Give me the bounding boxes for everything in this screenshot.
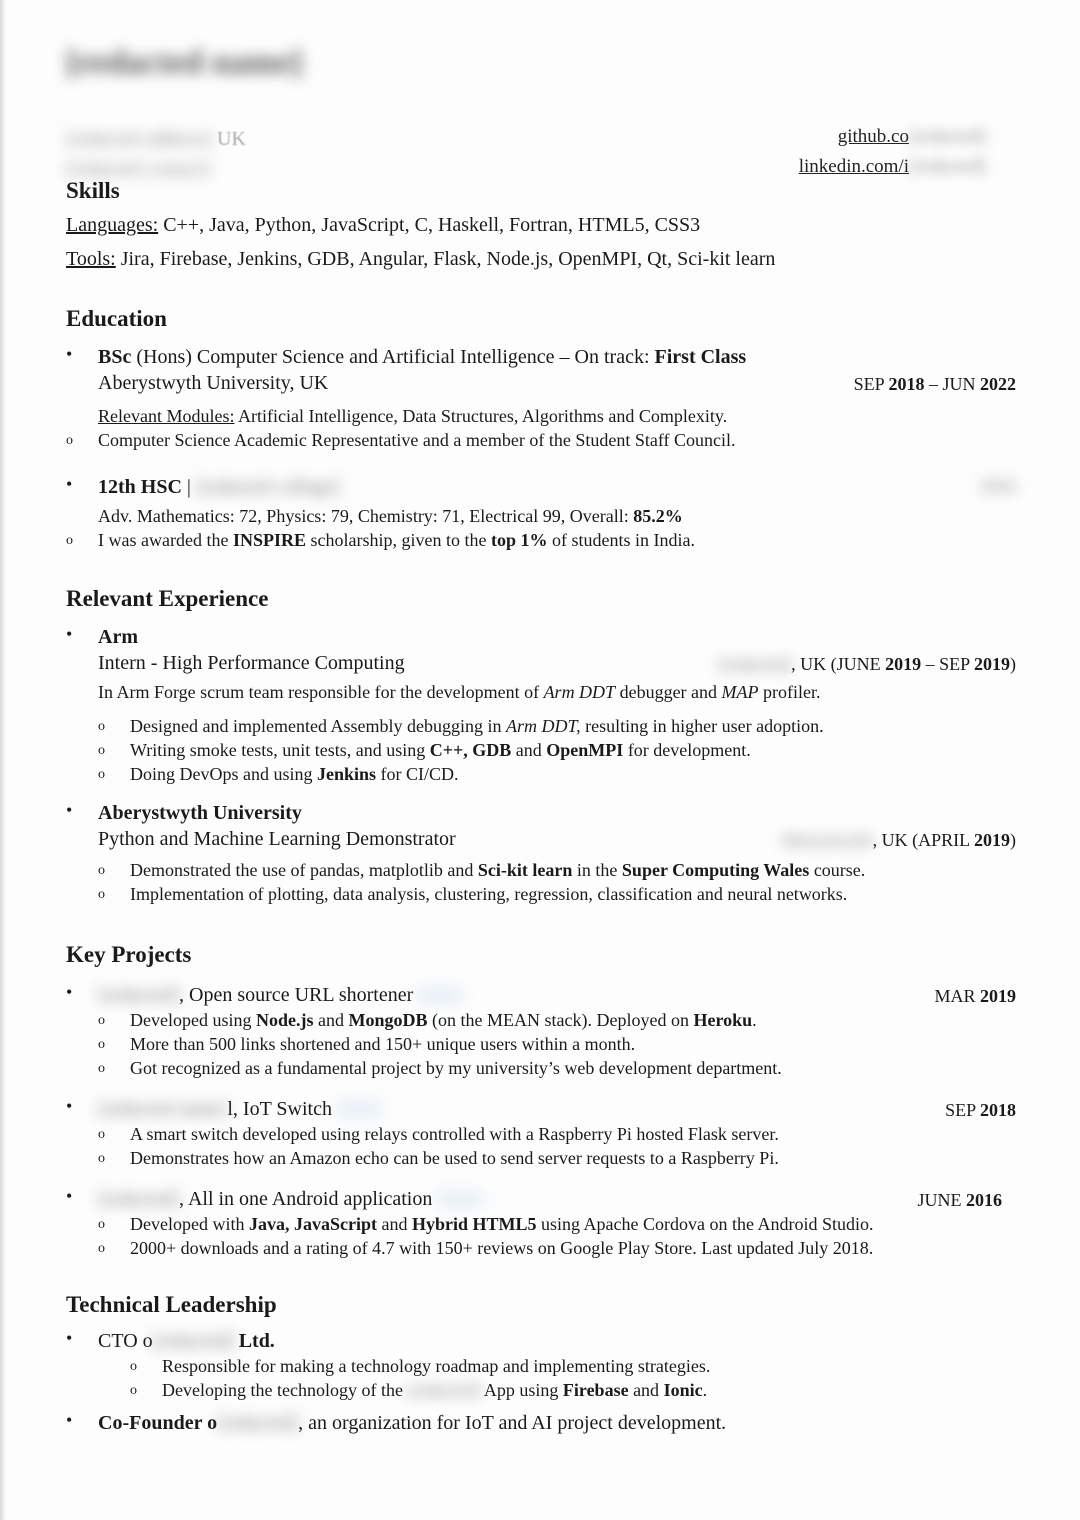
role-location-date: [redacted], UK (JUNE 2019 – SEP 2019) xyxy=(718,654,1016,674)
linkedin-link[interactable]: linkedin.com/i xyxy=(798,156,909,177)
leadership-sub-bullet: o Developing the technology of the [redacted] App using Firebase and Ionic. xyxy=(130,1378,1016,1402)
project-title-line: [redacted], Open source URL shortener [link] MAR 2019 xyxy=(98,984,1016,1006)
languages-line xyxy=(66,212,1016,238)
github-link[interactable]: github.co xyxy=(837,126,909,147)
projects-section xyxy=(66,942,1016,1260)
hollow-bullet-icon: o xyxy=(98,743,105,758)
bullet-icon: • xyxy=(66,474,73,494)
hollow-bullet-icon: o xyxy=(98,1061,105,1076)
project-link-redacted[interactable]: [link] xyxy=(337,1098,382,1120)
education-section xyxy=(66,306,1016,552)
education-item-bsc xyxy=(66,344,1016,452)
hollow-bullet-icon: o xyxy=(98,1151,105,1166)
experience-heading: Relevant Experience xyxy=(66,586,269,611)
project-item xyxy=(66,1096,1016,1170)
tools-line xyxy=(66,246,1016,272)
github-link-redacted: [redacted] xyxy=(909,126,986,147)
linkedin-link-redacted: [redacted] xyxy=(909,156,986,177)
hollow-bullet-icon: o xyxy=(130,1359,137,1374)
leadership-item-cofounder xyxy=(66,1410,1016,1436)
project-sub-bullet: o Developed using Node.js and MongoDB (on the MEAN stack). Deployed on Heroku. xyxy=(98,1008,1016,1032)
project-item xyxy=(66,982,1016,1080)
project-date: MAR 2019 xyxy=(934,986,1016,1006)
projects-heading: Key Projects xyxy=(66,942,192,967)
college-redacted: [redacted college] xyxy=(195,476,340,498)
project-sub-bullet: o 2000+ downloads and a rating of 4.7 with 150+ reviews on Google Play Store. Last updated July 2018. xyxy=(98,1236,1016,1260)
role-description: In Arm Forge scrum team responsible for the development of Arm DDT debugger and MAP profiler. xyxy=(98,682,821,702)
bullet-icon: • xyxy=(66,800,73,820)
hollow-bullet-icon: o xyxy=(130,1383,137,1398)
address-line-1 xyxy=(66,128,246,151)
languages-list: C++, Java, Python, JavaScript, C, Haskell, Fortran, HTML5, CSS3 xyxy=(158,214,701,236)
address-line-2-redacted: [redacted contact] xyxy=(66,158,210,180)
leadership-item-cto xyxy=(66,1328,1016,1402)
hsc-date-redacted: 2016 xyxy=(980,476,1016,496)
bullet-icon: • xyxy=(66,344,73,364)
leadership-role: CTO o[redacted] Ltd. xyxy=(98,1330,275,1352)
profile-links xyxy=(799,122,986,182)
role-line: Python and Machine Learning Demonstrator Aberystwyth, UK (APRIL 2019) xyxy=(98,828,1016,850)
leadership-heading: Technical Leadership xyxy=(66,1292,277,1317)
hollow-bullet-icon: o xyxy=(98,1037,105,1052)
hollow-bullet-icon: o xyxy=(98,887,105,902)
bullet-icon: • xyxy=(66,1410,73,1430)
skills-heading: Skills xyxy=(66,178,120,203)
resume-header xyxy=(66,40,1006,180)
skills-section xyxy=(66,178,1016,272)
experience-sub-bullet: o Implementation of plotting, data analysis, clustering, regression, classification and neural networks. xyxy=(98,882,1016,906)
bullet-icon: • xyxy=(66,1328,73,1348)
project-date: JUNE 2016 xyxy=(917,1190,1002,1210)
address-redacted: [redacted address] xyxy=(66,128,213,150)
hollow-bullet-icon: o xyxy=(98,863,105,878)
project-title-line: [redacted], All in one Android application [link] JUNE 2016 xyxy=(98,1188,1002,1210)
experience-item-arm xyxy=(66,624,1016,786)
leadership-section xyxy=(66,1292,1016,1436)
project-title-line: [redacted name]l, IoT Switch [link] SEP 2018 xyxy=(98,1098,1016,1120)
experience-sub-bullet: o Designed and implemented Assembly debugging in Arm DDT, resulting in higher user adoption. xyxy=(98,714,1016,738)
education-item-hsc xyxy=(66,474,1016,552)
project-link-redacted[interactable]: [link] xyxy=(418,984,463,1006)
project-sub-bullet: o Got recognized as a fundamental project by my university’s web development department. xyxy=(98,1056,1016,1080)
hollow-bullet-icon: o xyxy=(98,719,105,734)
hollow-bullet-icon: o xyxy=(66,433,73,448)
hollow-bullet-icon: o xyxy=(98,767,105,782)
experience-item-aberystwyth xyxy=(66,800,1016,906)
hollow-bullet-icon: o xyxy=(98,1013,105,1028)
experience-sub-bullet: o Writing smoke tests, unit tests, and using C++, GDB and OpenMPI for development. xyxy=(98,738,1016,762)
page-edge-shadow xyxy=(0,0,6,1520)
bullet-icon: • xyxy=(66,1096,73,1116)
project-sub-bullet: o Demonstrates how an Amazon echo can be used to send server requests to a Raspberry Pi. xyxy=(98,1146,1016,1170)
hollow-bullet-icon: o xyxy=(98,1217,105,1232)
tools-list: Jira, Firebase, Jenkins, GDB, Angular, Flask, Node.js, OpenMPI, Qt, Sci-kit learn xyxy=(115,248,776,270)
candidate-name-redacted: [redacted name] xyxy=(66,44,303,81)
hsc-sub-bullet: o I was awarded the INSPIRE scholarship, given to the top 1% of students in India. xyxy=(66,528,1016,552)
leadership-sub-bullet: o Responsible for making a technology roadmap and implementing strategies. xyxy=(130,1354,1016,1378)
role-location-date: Aberystwyth, UK (APRIL 2019) xyxy=(779,830,1016,850)
bullet-icon: • xyxy=(66,624,73,644)
tools-label: Tools: xyxy=(66,248,116,270)
institution-line: Aberystwyth University, UK SEP 2018 – JUN 2022 xyxy=(98,372,1016,394)
project-sub-bullet: o A smart switch developed using relays controlled with a Raspberry Pi hosted Flask server. xyxy=(98,1122,1016,1146)
modules-line: Relevant Modules: Artificial Intelligence, Data Structures, Algorithms and Complexity. xyxy=(98,406,728,426)
hollow-bullet-icon: o xyxy=(98,1127,105,1142)
hsc-line: 12th HSC | [redacted college] 2016 xyxy=(98,476,1016,498)
bullet-icon: • xyxy=(66,1186,73,1206)
company-name: Aberystwyth University xyxy=(98,802,302,824)
hsc-scores: Adv. Mathematics: 72, Physics: 79, Chemistry: 71, Electrical 99, Overall: 85.2% xyxy=(98,506,683,526)
project-item xyxy=(66,1186,1016,1260)
project-sub-bullet: o Developed with Java, JavaScript and Hybrid HTML5 using Apache Cordova on the Android Studio. xyxy=(98,1212,1016,1236)
leadership-role: Co-Founder o[redacted], an organization for IoT and AI project development. xyxy=(98,1412,727,1434)
degree-line: BSc (Hons) Computer Science and Artificial Intelligence – On track: First Class xyxy=(98,346,747,368)
education-sub-bullet: o Computer Science Academic Representative and a member of the Student Staff Council. xyxy=(66,428,1016,452)
experience-sub-bullet: o Demonstrated the use of pandas, matplotlib and Sci-kit learn in the Super Computing Wales course. xyxy=(98,858,1016,882)
bullet-icon: • xyxy=(66,982,73,1002)
hollow-bullet-icon: o xyxy=(66,533,73,548)
company-name: Arm xyxy=(98,626,138,648)
experience-sub-bullet: o Doing DevOps and using Jenkins for CI/CD. xyxy=(98,762,1016,786)
address-country: UK xyxy=(217,128,246,150)
education-heading: Education xyxy=(66,306,167,331)
hollow-bullet-icon: o xyxy=(98,1241,105,1256)
education-dates: SEP 2018 – JUN 2022 xyxy=(853,374,1016,394)
experience-section xyxy=(66,586,1016,906)
project-sub-bullet: o More than 500 links shortened and 150+ unique users within a month. xyxy=(98,1032,1016,1056)
project-link-redacted[interactable]: [link] xyxy=(437,1188,482,1210)
role-line: Intern - High Performance Computing [redacted], UK (JUNE 2019 – SEP 2019) xyxy=(98,652,1016,674)
project-date: SEP 2018 xyxy=(945,1100,1016,1120)
languages-label: Languages: xyxy=(66,214,159,236)
